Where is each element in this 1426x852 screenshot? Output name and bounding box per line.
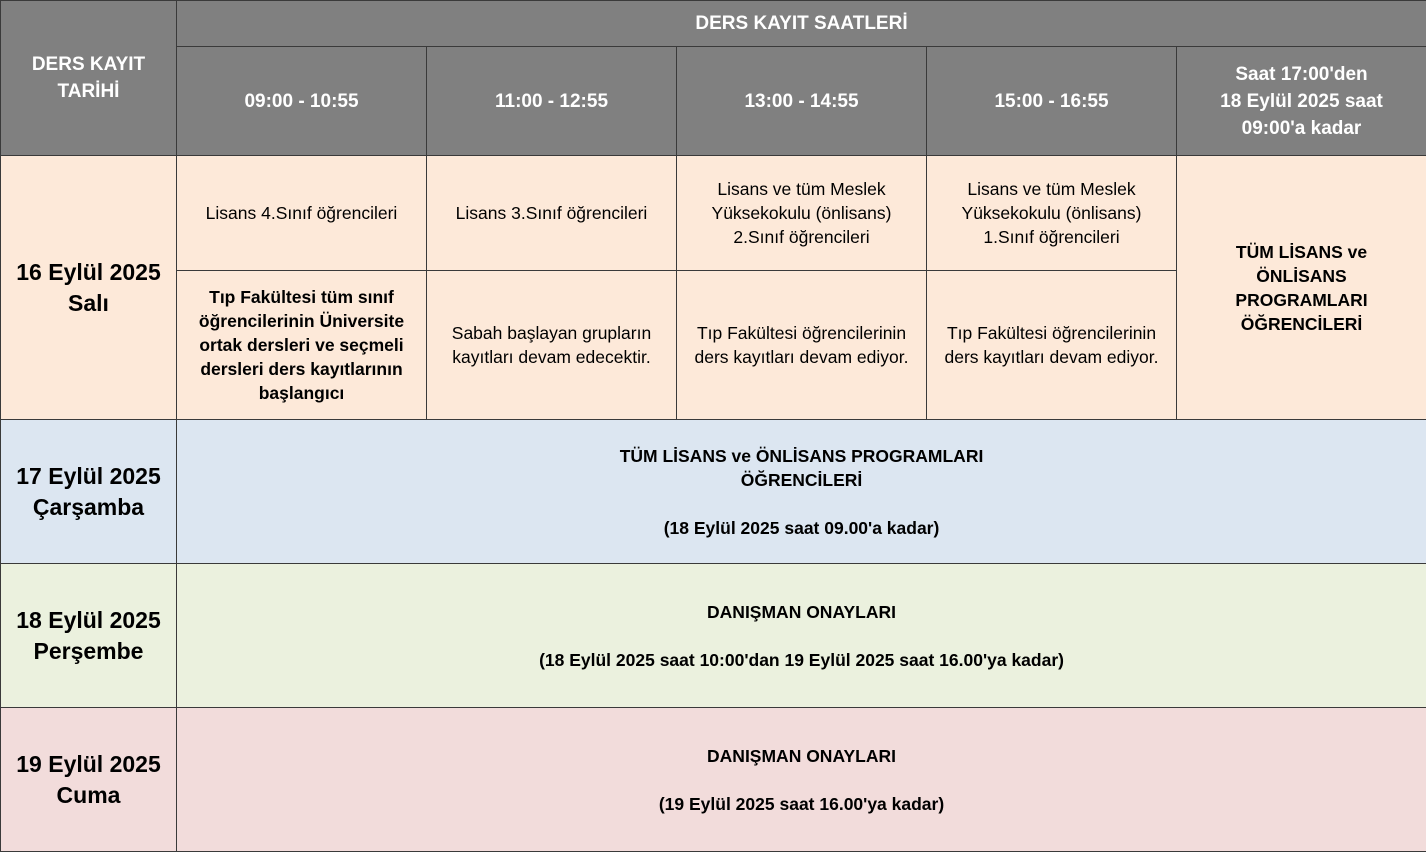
slot-header-1: 09:00 - 10:55 — [177, 47, 427, 156]
day1-slot1-group: Lisans 4.Sınıf öğrencileri — [177, 156, 427, 271]
slot-header-2: 11:00 - 12:55 — [427, 47, 677, 156]
day1-slot4-medicine: Tıp Fakültesi öğrencilerinin ders kayıtları devam ediyor. — [927, 271, 1177, 420]
day1-slot4-group: Lisans ve tüm Meslek Yüksekokulu (önlisans) 1.Sınıf öğrencileri — [927, 156, 1177, 271]
day3-advisor-approvals: DANIŞMAN ONAYLARI (18 Eylül 2025 saat 10:00'dan 19 Eylül 2025 saat 16.00'ya kadar) — [177, 564, 1426, 708]
day1-evening-group: TÜM LİSANS ve ÖNLİSANS PROGRAMLARI ÖĞRENCİLERİ — [1177, 156, 1426, 420]
slot-header-4: 15:00 - 16:55 — [927, 47, 1177, 156]
slot-header-3: 13:00 - 14:55 — [677, 47, 927, 156]
day1-slot1-medicine: Tıp Fakültesi tüm sınıf öğrencilerinin Üniversite ortak dersleri ve seçmeli dersleri ders kayıtlarının başlangıcı — [177, 271, 427, 420]
day1-slot2-continue: Sabah başlayan grupların kayıtları devam edecektir. — [427, 271, 677, 420]
date-cell-day4: 19 Eylül 2025 Cuma — [1, 708, 177, 852]
date-cell-day3: 18 Eylül 2025 Perşembe — [1, 564, 177, 708]
day1-slot3-group: Lisans ve tüm Meslek Yüksekokulu (önlisans) 2.Sınıf öğrencileri — [677, 156, 927, 271]
day1-slot3-medicine: Tıp Fakültesi öğrencilerinin ders kayıtları devam ediyor. — [677, 271, 927, 420]
date-cell-day1: 16 Eylül 2025 Salı — [1, 156, 177, 420]
hours-header: DERS KAYIT SAATLERİ — [177, 1, 1426, 47]
day2-all-programs: TÜM LİSANS ve ÖNLİSANS PROGRAMLARI ÖĞRENCİLERİ (18 Eylül 2025 saat 09.00'a kadar) — [177, 420, 1426, 564]
slot-header-evening: Saat 17:00'den 18 Eylül 2025 saat 09:00'a kadar — [1177, 47, 1426, 156]
day4-advisor-approvals: DANIŞMAN ONAYLARI (19 Eylül 2025 saat 16.00'ya kadar) — [177, 708, 1426, 852]
date-column-header: DERS KAYIT TARİHİ — [1, 1, 177, 156]
date-cell-day2: 17 Eylül 2025 Çarşamba — [1, 420, 177, 564]
day1-slot2-group: Lisans 3.Sınıf öğrencileri — [427, 156, 677, 271]
